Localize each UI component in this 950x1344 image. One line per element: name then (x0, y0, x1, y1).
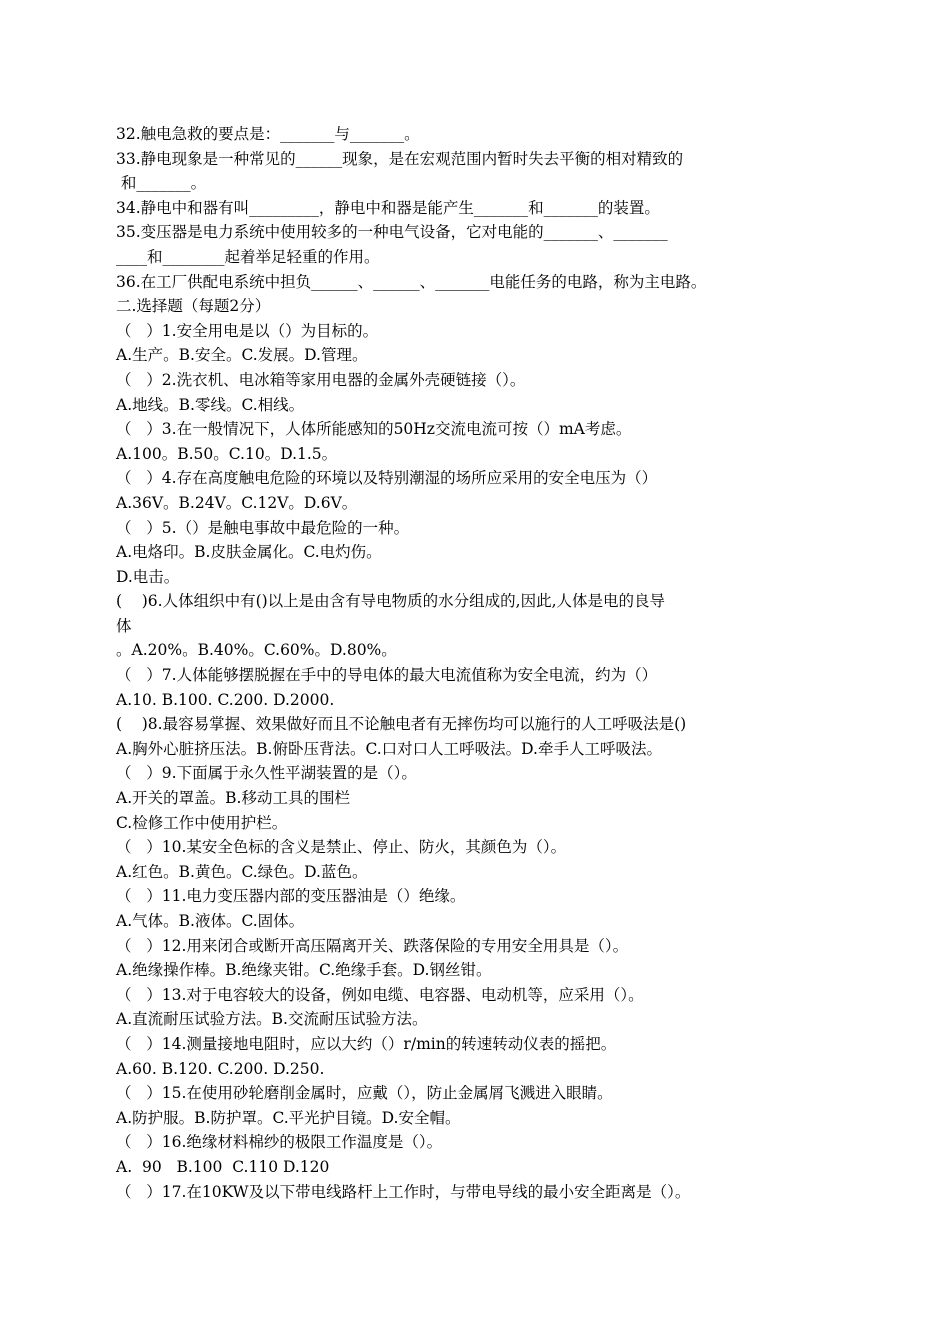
text-line: A.开关的罩盖。B.移动工具的围栏 (116, 789, 350, 808)
text-line: （ ）5.（）是触电事故中最危险的一种。 (116, 518, 410, 537)
text-line: D.电击。 (116, 567, 180, 586)
text-line: A.红色。B.黄色。C.绿色。D.蓝色。 (116, 862, 368, 881)
text-line: A.防护服。B.防护罩。C.平光护目镜。D.安全帽。 (116, 1108, 461, 1127)
text-line: 36.在工厂供配电系统中担负______、______、_______电能任务的电路，称为主电路。 (116, 272, 707, 291)
text-line: （ ）3.在一般情况下，人体所能感知的50Hz交流电流可按（）mA考虑。 (116, 420, 632, 439)
text-line: A.36V。B.24V。C.12V。D.6V。 (116, 493, 358, 512)
document-page (116, 122, 846, 1204)
text-line: 。A.20%。B.40%。C.60%。D.80%。 (116, 641, 397, 660)
text-line: A.直流耐压试验方法。B.交流耐压试验方法。 (116, 1010, 428, 1029)
text-line: 和_______。 (116, 174, 207, 193)
text-line: （ ）2.洗衣机、电冰箱等家用电器的金属外壳硬链接（）。 (116, 370, 526, 389)
text-line: 33.静电现象是一种常见的______现象，是在宏观范围内暂时失去平衡的相对精致的 (116, 149, 684, 168)
text-line: （ ）10.某安全色标的含义是禁止、停止、防火，其颜色为（）。 (116, 838, 567, 857)
text-line: ( )8.最容易掌握、效果做好而且不论触电者有无摔伤均可以施行的人工呼吸法是() (116, 715, 687, 734)
text-line: A.10. B.100. C.200. D.2000. (116, 690, 335, 709)
text-line: A.电烙印。B.皮肤金属化。C.电灼伤。 (116, 543, 382, 562)
text-line: （ ）9.下面属于永久性平湖装置的是（）。 (116, 764, 417, 783)
text-line: （ ）14.测量接地电阻时，应以大约（）r/min的转速转动仪表的摇把。 (116, 1034, 617, 1053)
text-line: A.60. B.120. C.200. D.250. (116, 1059, 325, 1078)
text-line: A.地线。B.零线。C.相线。 (116, 395, 305, 414)
text-line: A.气体。B.液体。C.固体。 (116, 912, 305, 930)
text-line: 32.触电急救的要点是：_______与_______。 (116, 125, 420, 143)
text-line: 二.选择题（每题2分） (116, 297, 271, 316)
text-line: ____和________起着举足轻重的作用。 (116, 247, 380, 266)
text-line: 35.变压器是电力系统中使用较多的一种电气设备，它对电能的_______、_______ (116, 223, 668, 242)
text-line: A.绝缘操作棒。B.绝缘夹钳。C.绝缘手套。D.钢丝钳。 (116, 961, 492, 980)
text-line: A.生产。B.安全。C.发展。D.管理。 (116, 346, 368, 365)
text-line: （ ）1.安全用电是以（）为目标的。 (116, 321, 379, 340)
text-line: （ ）15.在使用砂轮磨削金属时，应戴（），防止金属屑飞溅进入眼睛。 (116, 1084, 613, 1103)
text-line: （ ）16.绝缘材料棉纱的极限工作温度是（）。 (116, 1133, 443, 1152)
text-line: ( )6.人体组织中有()以上是由含有导电物质的水分组成的,因此,人体是电的良导 (116, 592, 666, 611)
text-line: A.100。B.50。C.10。D.1.5。 (116, 444, 338, 463)
text-line: （ ）11.电力变压器内部的变压器油是（）绝缘。 (116, 887, 466, 906)
text-line: A. 90 B.100 C.110 D.120 (116, 1157, 330, 1176)
text-line: C.检修工作中使用护栏。 (116, 813, 288, 832)
text-line: A.胸外心脏挤压法。B.俯卧压背法。C.口对口人工呼吸法。D.牵手人工呼吸法。 (116, 739, 662, 758)
text-line: （ ）17.在10KW及以下带电线路杆上工作时，与带电导线的最小安全距离是（）。 (116, 1182, 691, 1201)
text-line: （ ）12.用来闭合或断开高压隔离开关、跌落保险的专用安全用具是（）。 (116, 936, 629, 955)
text-line: （ ）13.对于电容较大的设备，例如电缆、电容器、电动机等，应采用（）。 (116, 985, 644, 1004)
text-line: （ ）4.存在高度触电危险的环境以及特别潮湿的场所应采用的安全电压为（） (116, 469, 658, 488)
text-line: 34.静电中和器有叫_________，静电中和器是能产生_______和_______的装置。 (116, 198, 660, 217)
text-line: （ ）7.人体能够摆脱握在手中的导电体的最大电流值称为安全电流，约为（） (116, 666, 658, 685)
text-line: 体 (116, 616, 132, 635)
